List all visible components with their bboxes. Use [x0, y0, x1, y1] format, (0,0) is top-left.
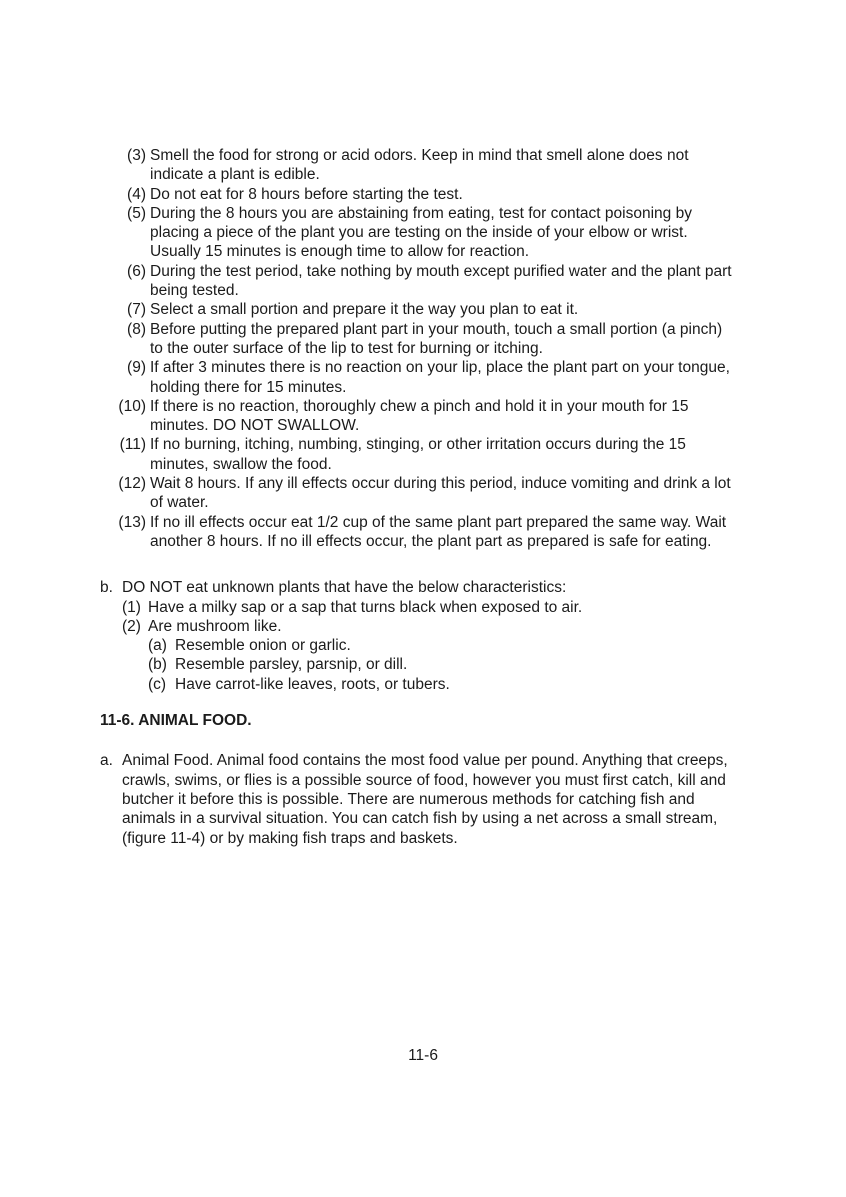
- list-item: [100, 146, 736, 185]
- section-heading: 11-6. ANIMAL FOOD.: [100, 712, 252, 730]
- list-item: [100, 204, 736, 262]
- section-b: [100, 578, 736, 694]
- list-item: [100, 397, 736, 436]
- section-b-subitems-list: [148, 636, 736, 694]
- plant-test-steps-list: [100, 146, 736, 551]
- section-b-label: b.: [100, 579, 113, 597]
- list-item-number: (11): [119, 436, 146, 454]
- list-item-text: Select a small portion and prepare it the way you plan to eat it.: [150, 301, 579, 319]
- list-item: [148, 675, 736, 694]
- page-number: 11-6: [408, 1047, 438, 1064]
- document-page: [100, 146, 736, 848]
- list-item: [100, 435, 736, 474]
- list-item-number: (6): [127, 262, 146, 280]
- list-item: [100, 320, 736, 359]
- list-item-number: (8): [127, 320, 146, 338]
- list-item-text: Are mushroom like.: [148, 617, 282, 635]
- list-item-text: Do not eat for 8 hours before starting the test.: [150, 185, 463, 203]
- list-item-text: If after 3 minutes there is no reaction on your lip, place the plant part on your tongue, holding there for 15 minutes.: [150, 359, 730, 396]
- list-item-number: (5): [127, 204, 146, 222]
- list-item-text: Wait 8 hours. If any ill effects occur during this period, induce vomiting and drink a lot of water.: [150, 475, 731, 512]
- list-item: [100, 358, 736, 397]
- list-item-text: Resemble parsley, parsnip, or dill.: [175, 656, 408, 674]
- list-item-text: Before putting the prepared plant part in your mouth, touch a small portion (a pinch) to the outer surface of the lip to test for burning or itching.: [150, 320, 723, 357]
- list-item-number: (4): [127, 185, 146, 203]
- section-b-text: DO NOT eat unknown plants that have the below characteristics:: [122, 579, 567, 597]
- section-b-lead: [100, 578, 736, 597]
- animal-food-paragraph: [100, 751, 736, 847]
- list-item-number: (b): [148, 656, 167, 674]
- list-item-number: (13): [118, 513, 146, 531]
- list-item: [100, 185, 736, 204]
- list-item-number: (1): [122, 598, 141, 616]
- list-item-number: (10): [118, 397, 146, 415]
- paragraph-a-text: Animal Food. Animal food contains the most food value per pound. Anything that creeps, crawls, swims, or flies is a possible source of food, however you must first catch, kill and butcher it before this is possible. There are numerous methods for catching fish and animals in a survival situation. You can catch fish by using a net across a small stream, (figure 11-4) or by making fish traps and baskets.: [122, 752, 728, 847]
- list-item-text: If no burning, itching, numbing, stinging, or other irritation occurs during the 15 minutes, swallow the food.: [150, 436, 686, 473]
- list-item-text: During the 8 hours you are abstaining from eating, test for contact poisoning by placing a piece of the plant you are testing on the inside of your elbow or wrist. Usually 15 minutes is enough time to allow for reaction.: [150, 204, 692, 261]
- list-item-number: (c): [148, 675, 167, 693]
- list-item-text: Smell the food for strong or acid odors. Keep in mind that smell alone does not indicate a plant is edible.: [150, 147, 689, 184]
- list-item-text: Resemble onion or garlic.: [175, 637, 351, 655]
- list-item: [100, 513, 736, 552]
- list-item-number: (3): [127, 147, 146, 164]
- list-item-number: (2): [122, 617, 141, 635]
- list-item-number: (7): [127, 301, 146, 319]
- list-item: [100, 262, 736, 301]
- list-item: [100, 300, 736, 319]
- list-item-text: If there is no reaction, thoroughly chew a pinch and hold it in your mouth for 15 minutes. DO NOT SWALLOW.: [150, 397, 689, 435]
- list-item: [148, 636, 736, 655]
- list-item-number: (9): [127, 359, 146, 377]
- list-item-number: (12): [118, 475, 146, 493]
- section-b-items-list: [122, 598, 736, 637]
- list-item: [148, 655, 736, 674]
- list-item-number: (a): [148, 637, 167, 655]
- paragraph-a-label: a.: [100, 752, 113, 770]
- list-item-text: During the test period, take nothing by mouth except purified water and the plant part being tested.: [150, 262, 732, 300]
- list-item: [122, 598, 736, 617]
- list-item-text: Have carrot-like leaves, roots, or tubers.: [175, 675, 450, 693]
- list-item: [100, 474, 736, 513]
- list-item-text: Have a milky sap or a sap that turns black when exposed to air.: [148, 598, 583, 616]
- list-item-text: If no ill effects occur eat 1/2 cup of the same plant part prepared the same way. Wait another 8 hours. If no ill effects occur, the plant part as prepared is safe for eating.: [150, 513, 727, 550]
- list-item: [122, 617, 736, 636]
